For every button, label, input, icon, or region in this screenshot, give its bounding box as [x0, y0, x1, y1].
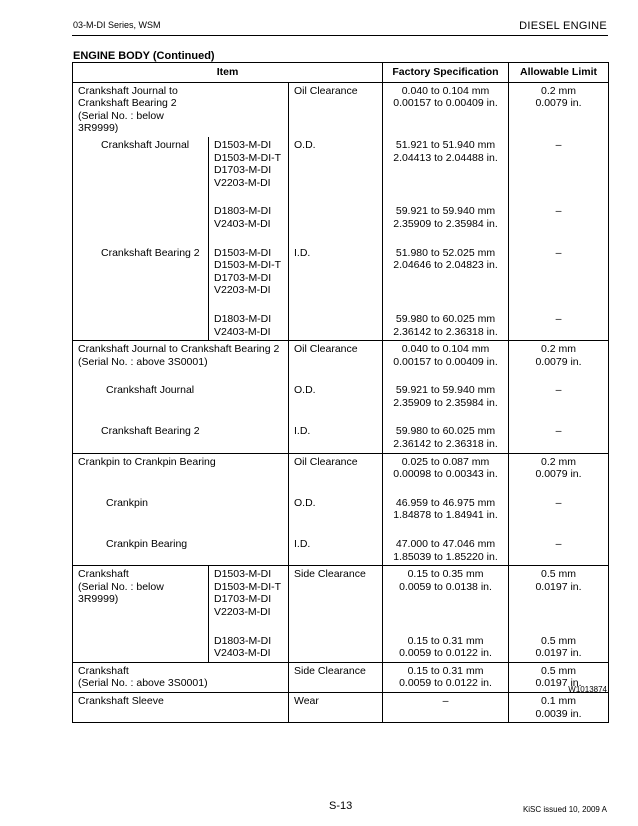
table-row	[73, 662, 609, 692]
table-row	[73, 191, 609, 232]
item-param: Side Clearance	[289, 662, 383, 692]
item-name: Crankshaft (Serial No. : below 3R9999)	[73, 566, 209, 621]
table-row	[73, 453, 609, 483]
allowable-limit: 0.1 mm 0.0039 in.	[509, 692, 609, 722]
item-models: D1503-M-DI D1503-M-DI-T D1703-M-DI V2203-M-DI	[209, 137, 289, 191]
item-param: I.D.	[289, 411, 383, 453]
item-param: O.D.	[289, 483, 383, 524]
factory-spec: 0.15 to 0.31 mm 0.0059 to 0.0122 in.	[383, 621, 509, 663]
allowable-limit: 0.2 mm 0.0079 in.	[509, 82, 609, 137]
table-row	[73, 299, 609, 341]
spec-table	[72, 62, 609, 723]
factory-spec: 51.921 to 51.940 mm 2.04413 to 2.04488 in.	[383, 137, 509, 191]
table-row	[73, 621, 609, 663]
item-param: I.D.	[289, 524, 383, 566]
factory-spec: 59.980 to 60.025 mm 2.36142 to 2.36318 in.	[383, 299, 509, 341]
item-models: D1503-M-DI D1503-M-DI-T D1703-M-DI V2203-M-DI	[209, 233, 289, 299]
sub-item-name: Crankshaft Journal	[73, 370, 289, 411]
factory-spec: 0.15 to 0.35 mm 0.0059 to 0.0138 in.	[383, 566, 509, 621]
allowable-limit: –	[509, 524, 609, 566]
sub-item-name: Crankshaft Bearing 2	[73, 233, 209, 299]
table-row	[73, 524, 609, 566]
item-name: Crankpin to Crankpin Bearing	[73, 453, 289, 483]
factory-spec: –	[383, 692, 509, 722]
page-number: S-13	[329, 800, 353, 812]
col-header-allowable: Allowable Limit	[509, 63, 609, 83]
header-divider	[72, 35, 608, 36]
item-name: Crankshaft Journal to Crankshaft Bearing 2 (Serial No. : above 3S0001)	[73, 341, 289, 371]
item-models: D1803-M-DI V2403-M-DI	[209, 621, 289, 663]
factory-spec: 51.980 to 52.025 mm 2.04646 to 2.04823 in.	[383, 233, 509, 299]
item-param: O.D.	[289, 370, 383, 411]
item-models: D1803-M-DI V2403-M-DI	[209, 191, 289, 232]
item-name: Crankshaft Journal to Crankshaft Bearing 2 (Serial No. : below 3R9999)	[73, 82, 289, 137]
table-row	[73, 233, 609, 299]
table-header-row	[73, 63, 609, 83]
factory-spec: 46.959 to 46.975 mm 1.84878 to 1.84941 in.	[383, 483, 509, 524]
allowable-limit: –	[509, 299, 609, 341]
factory-spec: 59.921 to 59.940 mm 2.35909 to 2.35984 in.	[383, 191, 509, 232]
sub-item-name: Crankshaft Bearing 2	[73, 411, 289, 453]
section-title: ENGINE BODY (Continued)	[73, 50, 215, 62]
sub-item-name: Crankpin Bearing	[73, 524, 289, 566]
table-row	[73, 483, 609, 524]
item-param: O.D.	[289, 137, 383, 191]
issue-note: KiSC issued 10, 2009 A	[522, 805, 607, 814]
item-param: Oil Clearance	[289, 82, 383, 137]
allowable-limit: –	[509, 191, 609, 232]
header-manual-title: 03-M-DI Series, WSM	[73, 20, 161, 30]
col-header-factory: Factory Specification	[383, 63, 509, 83]
factory-spec: 0.025 to 0.087 mm 0.00098 to 0.00343 in.	[383, 453, 509, 483]
sub-item-name: Crankpin	[73, 483, 289, 524]
factory-spec: 59.921 to 59.940 mm 2.35909 to 2.35984 in.	[383, 370, 509, 411]
col-header-item: Item	[73, 63, 383, 83]
table-row	[73, 370, 609, 411]
allowable-limit: 0.5 mm 0.0197 in.	[509, 566, 609, 621]
factory-spec: 59.980 to 60.025 mm 2.36142 to 2.36318 in.	[383, 411, 509, 453]
allowable-limit: 0.5 mm 0.0197 in.	[509, 662, 609, 692]
item-name: Crankshaft Sleeve	[73, 692, 289, 722]
allowable-limit: –	[509, 483, 609, 524]
allowable-limit: –	[509, 411, 609, 453]
allowable-limit: –	[509, 137, 609, 191]
item-param: Side Clearance	[289, 566, 383, 621]
table-row	[73, 411, 609, 453]
allowable-limit: 0.2 mm 0.0079 in.	[509, 453, 609, 483]
allowable-limit: 0.5 mm 0.0197 in.	[509, 621, 609, 663]
factory-spec: 47.000 to 47.046 mm 1.85039 to 1.85220 in.	[383, 524, 509, 566]
item-param: Oil Clearance	[289, 341, 383, 371]
sub-item-name: Crankshaft Journal	[73, 137, 209, 191]
allowable-limit: 0.2 mm 0.0079 in.	[509, 341, 609, 371]
item-param: Wear	[289, 692, 383, 722]
table-row	[73, 566, 609, 621]
factory-spec: 0.15 to 0.31 mm 0.0059 to 0.0122 in.	[383, 662, 509, 692]
item-name: Crankshaft (Serial No. : above 3S0001)	[73, 662, 289, 692]
item-models: D1803-M-DI V2403-M-DI	[209, 299, 289, 341]
item-param: I.D.	[289, 233, 383, 299]
factory-spec: 0.040 to 0.104 mm 0.00157 to 0.00409 in.	[383, 82, 509, 137]
reference-code: W1013874	[568, 685, 607, 694]
allowable-limit: –	[509, 233, 609, 299]
item-models: D1503-M-DI D1503-M-DI-T D1703-M-DI V2203-M-DI	[209, 566, 289, 621]
table-row	[73, 341, 609, 371]
table-row	[73, 82, 609, 137]
factory-spec: 0.040 to 0.104 mm 0.00157 to 0.00409 in.	[383, 341, 509, 371]
allowable-limit: –	[509, 370, 609, 411]
header-chapter-title: DIESEL ENGINE	[519, 20, 607, 32]
table-row	[73, 692, 609, 722]
item-param: Oil Clearance	[289, 453, 383, 483]
table-row	[73, 137, 609, 191]
